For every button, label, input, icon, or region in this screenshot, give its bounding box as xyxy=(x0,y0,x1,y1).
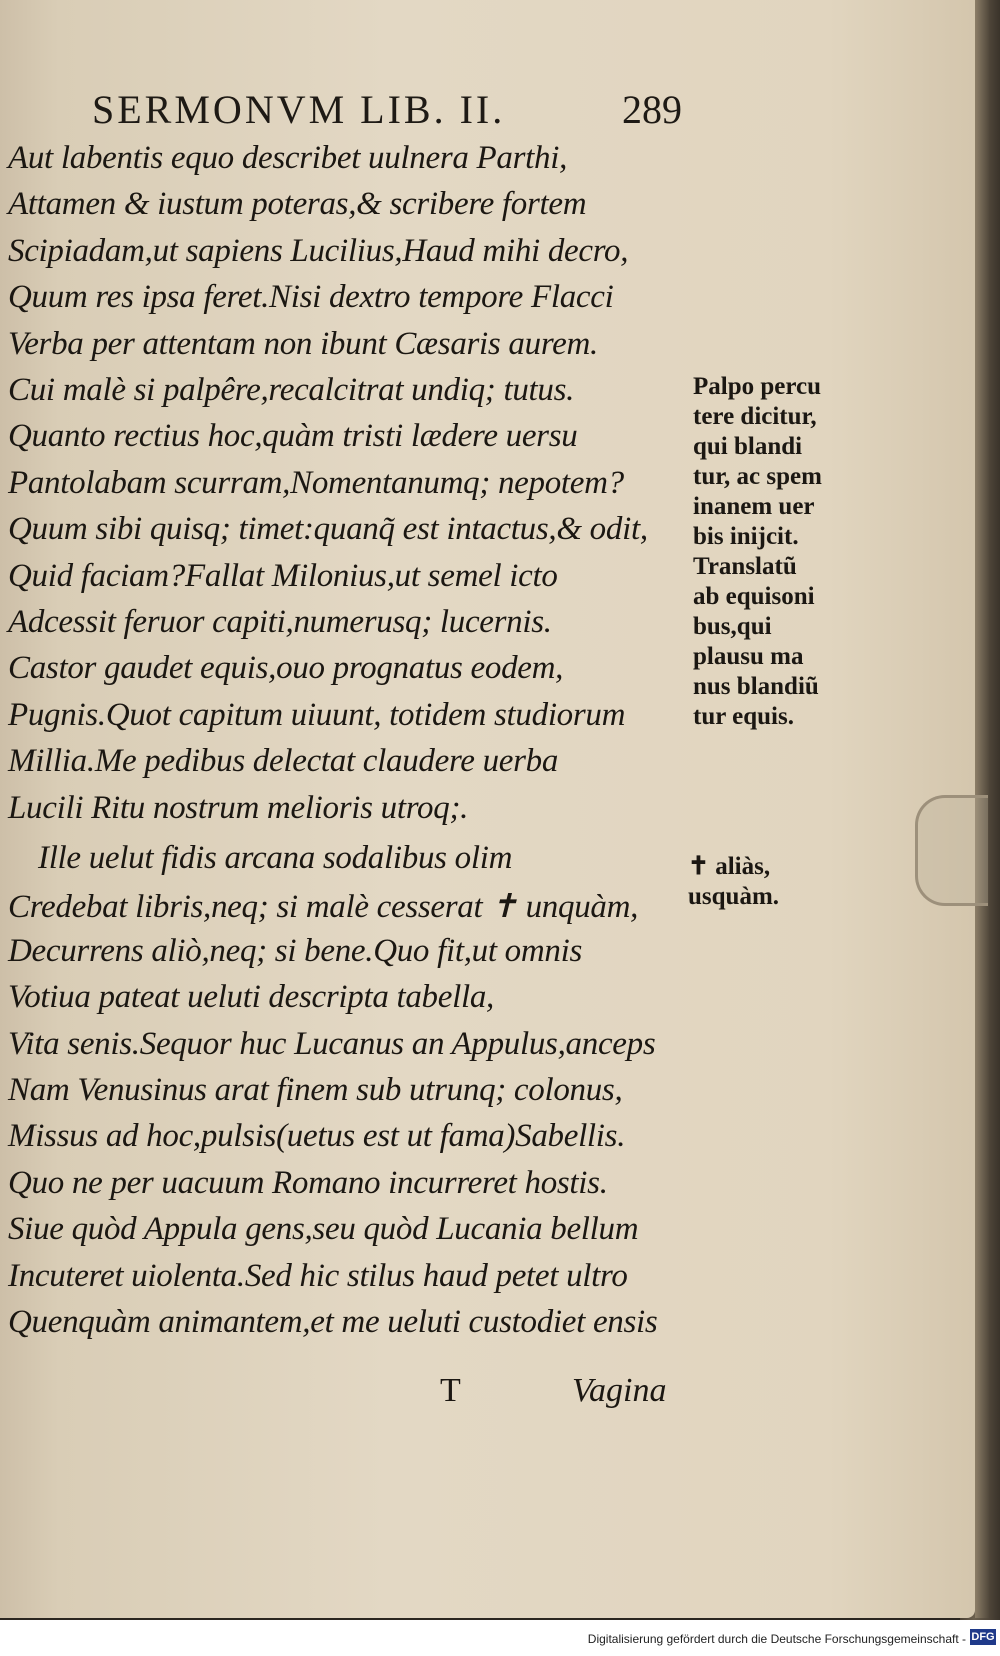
verse-line: Pugnis.Quot capitum uiuunt, totidem studiorum xyxy=(8,696,626,733)
running-header-title: SERMONVM LIB. II. xyxy=(92,87,506,132)
signature-mark: T xyxy=(440,1372,461,1409)
verse-line: Quenquàm animantem,et me ueluti custodiet ensis xyxy=(8,1304,658,1340)
verse-line: Decurrens aliò,neq; si bene.Quo fit,ut omnis xyxy=(8,932,583,969)
gloss-line: Palpo percu xyxy=(693,373,822,400)
gloss-line: usquàm. xyxy=(688,883,780,910)
dfg-logo: DFG xyxy=(971,1631,995,1643)
gloss-line: bus,qui xyxy=(693,613,772,640)
gloss-line: nus blandiũ xyxy=(693,673,819,700)
catchword: Vagina xyxy=(572,1372,667,1409)
verse-line: Aut labentis equo describet uulnera Parthi, xyxy=(8,140,568,176)
verse-line: Lucili Ritu nostrum melioris utroq;. xyxy=(8,789,469,826)
verse-line: Quid faciam?Fallat Milonius,ut semel icto xyxy=(8,557,558,594)
verse-line: Quanto rectius hoc,quàm tristi lædere uersu xyxy=(8,418,578,455)
verse-line: Adcessit feruor capiti,numerusq; lucernis. xyxy=(8,604,552,640)
verse-line: Scipiadam,ut sapiens Lucilius,Haud mihi decro, xyxy=(8,232,629,269)
gloss-line: tere dicitur, xyxy=(693,403,817,430)
verse-line: Credebat libris,neq; si malè cesserat ✝ unquàm, xyxy=(8,889,639,926)
verse-line: Quo ne per uacuum Romano incurreret hostis. xyxy=(8,1164,608,1201)
running-header xyxy=(92,86,682,133)
gloss-line: tur equis. xyxy=(693,703,794,730)
gloss-line: ab equisoni xyxy=(693,583,815,610)
verse-line: Millia.Me pedibus delectat claudere uerba xyxy=(8,743,559,780)
verse-line: Pantolabam scurram,Nomentanumq; nepotem? xyxy=(8,464,624,501)
gloss-line: qui blandi xyxy=(693,433,803,460)
gloss-line: tur, ac spem xyxy=(693,463,822,490)
book-clasp xyxy=(915,795,988,906)
gloss-line: ✝ aliàs, xyxy=(688,853,771,880)
verse-line: Votiua pateat ueluti descripta tabella, xyxy=(8,979,494,1016)
footer-bar xyxy=(0,1620,1000,1656)
verse-line: Ille uelut fidis arcana sodalibus olim xyxy=(38,840,513,876)
verse-line: Vita senis.Sequor huc Lucanus an Appulus,anceps xyxy=(8,1025,656,1062)
gloss-line: plausu ma xyxy=(693,643,804,670)
verse-line: Incuteret uiolenta.Sed hic stilus haud petet ultro xyxy=(8,1257,628,1294)
verse-line: Attamen & iustum poteras,& scribere fortem xyxy=(8,186,587,223)
verse-line: Siue quòd Appula gens,seu quòd Lucania bellum xyxy=(8,1211,639,1248)
verse-line: Castor gaudet equis,ouo prognatus eodem, xyxy=(8,650,564,687)
verse-line: Nam Venusinus arat finem sub utrunq; colonus, xyxy=(8,1072,623,1108)
gloss-line: bis inijcit. xyxy=(693,523,799,550)
marginal-gloss-palpo xyxy=(693,372,863,732)
verse-line: Quum res ipsa feret.Nisi dextro tempore Flacci xyxy=(8,279,614,316)
gloss-line: inanem uer xyxy=(693,493,815,520)
gloss-line: Translatũ xyxy=(693,553,797,580)
marginal-gloss-alias xyxy=(688,852,858,912)
verse-line: Quum sibi quisq; timet:quanq̃ est intactus,& odit, xyxy=(8,511,648,548)
verse-line: Verba per attentam non ibunt Cæsaris aurem. xyxy=(8,325,598,362)
verse-line: Cui malè si palpêre,recalcitrat undiq; tutus. xyxy=(8,372,575,408)
footer-credit: Digitalisierung gefördert durch die Deutsche Forschungsgemeinschaft - xyxy=(587,1632,966,1646)
verse-line: Missus ad hoc,pulsis(uetus est ut fama)Sabellis. xyxy=(8,1118,626,1155)
page-number: 289 xyxy=(622,87,682,132)
